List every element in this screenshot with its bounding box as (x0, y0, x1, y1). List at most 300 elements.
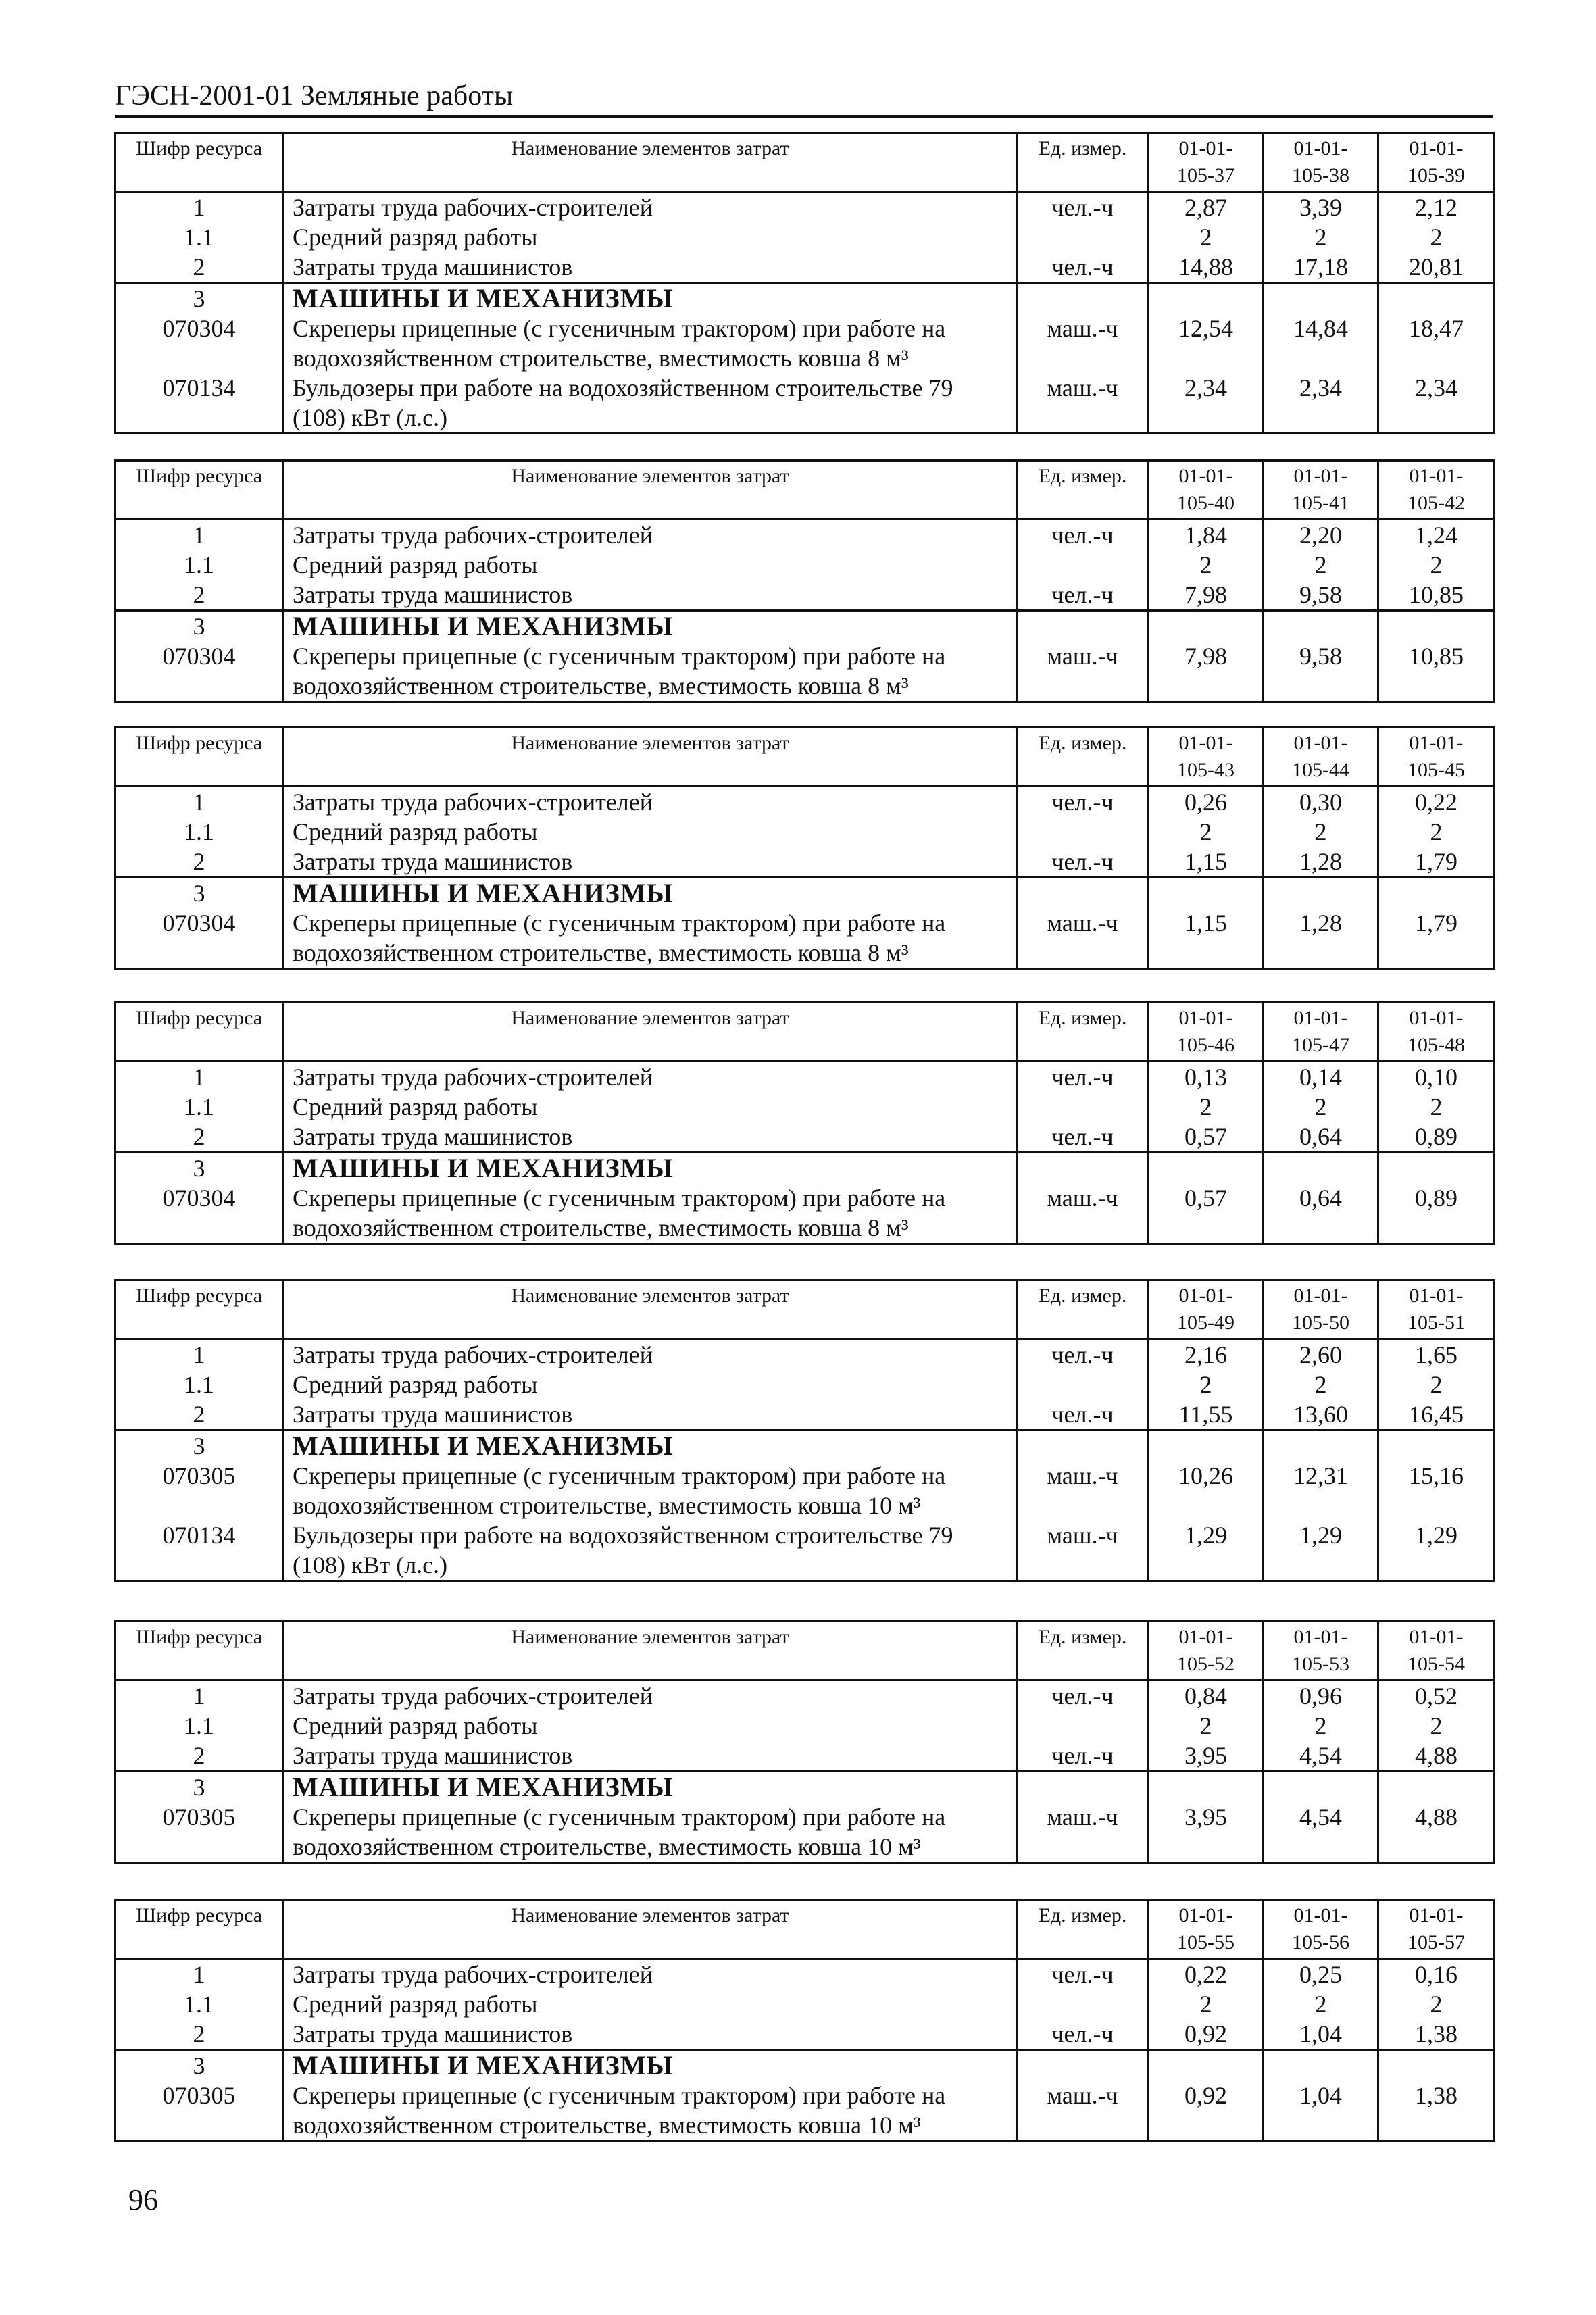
value-cell (1264, 611, 1378, 642)
header-norm-code (1378, 1900, 1495, 1959)
header-norm-code (1149, 1280, 1264, 1339)
cost-element-name: Затраты труда рабочих-строителей (284, 787, 1017, 818)
table-row (115, 1092, 1495, 1122)
header-resource-code: Шифр ресурса (115, 1280, 284, 1339)
header-cost-element-name: Наименование элементов затрат (284, 1900, 1017, 1959)
cost-element-name: Затраты труда рабочих-строителей (284, 1339, 1017, 1370)
value-cell: 0,25 (1264, 1959, 1378, 1990)
resource-code: 070304 (115, 908, 284, 969)
value-cell: 2 (1149, 1370, 1264, 1399)
section-row (115, 878, 1495, 909)
value-cell: 12,31 (1264, 1461, 1378, 1520)
section-row (115, 611, 1495, 642)
header-unit: Ед. измер. (1017, 1280, 1149, 1339)
unit-cell: чел.-ч (1017, 252, 1149, 283)
unit-cell: чел.-ч (1017, 1122, 1149, 1153)
section-title: МАШИНЫ И МЕХАНИЗМЫ (284, 1430, 1017, 1462)
value-cell: 2 (1264, 222, 1378, 252)
norm-code-part: 01-01- (1409, 465, 1464, 487)
unit-cell (1017, 1430, 1149, 1462)
section-row (115, 283, 1495, 314)
value-cell: 2 (1264, 817, 1378, 847)
section-title: МАШИНЫ И МЕХАНИЗМЫ (284, 283, 1017, 314)
unit-cell: маш.-ч (1017, 373, 1149, 434)
value-cell: 2 (1149, 817, 1264, 847)
resource-code: 1.1 (115, 1711, 284, 1741)
cost-element-name: Средний разряд работы (284, 222, 1017, 252)
value-cell: 2 (1264, 1711, 1378, 1741)
header-unit: Ед. измер. (1017, 133, 1149, 192)
cost-element-name: Средний разряд работы (284, 817, 1017, 847)
header-unit: Ед. измер. (1017, 1003, 1149, 1062)
header-norm-code (1149, 1622, 1264, 1681)
value-cell: 10,85 (1378, 580, 1495, 611)
norm-code-part: 105-49 (1177, 1312, 1235, 1334)
value-cell: 4,54 (1264, 1802, 1378, 1863)
header-resource-code: Шифр ресурса (115, 1622, 284, 1681)
unit-cell: маш.-ч (1017, 908, 1149, 969)
value-cell: 3,95 (1149, 1802, 1264, 1863)
norm-code-part: 01-01- (1293, 1904, 1348, 1926)
section-title: МАШИНЫ И МЕХАНИЗМЫ (284, 2050, 1017, 2081)
unit-cell: чел.-ч (1017, 1959, 1149, 1990)
unit-cell: чел.-ч (1017, 1399, 1149, 1430)
section-row (115, 1153, 1495, 1184)
value-cell: 4,88 (1378, 1802, 1495, 1863)
value-cell: 1,24 (1378, 520, 1495, 551)
table-row (115, 847, 1495, 878)
value-cell (1149, 611, 1264, 642)
norm-code-part: 105-51 (1407, 1312, 1465, 1334)
value-cell: 2 (1378, 817, 1495, 847)
cost-element-name: Затраты труда рабочих-строителей (284, 1681, 1017, 1712)
resource-code: 1 (115, 192, 284, 223)
value-cell: 0,64 (1264, 1183, 1378, 1244)
page-number: 96 (128, 2183, 158, 2216)
table-header-row (115, 1622, 1495, 1681)
unit-cell: маш.-ч (1017, 1461, 1149, 1520)
unit-cell (1017, 550, 1149, 580)
table-header-row (115, 1280, 1495, 1339)
value-cell: 0,92 (1149, 2081, 1264, 2141)
header-cost-element-name: Наименование элементов затрат (284, 133, 1017, 192)
norm-code-part: 105-45 (1407, 759, 1465, 781)
unit-cell: чел.-ч (1017, 1741, 1149, 1772)
header-unit: Ед. измер. (1017, 1622, 1149, 1681)
cost-element-name: Средний разряд работы (284, 1711, 1017, 1741)
table-row (115, 817, 1495, 847)
norm-table (114, 1279, 1493, 1582)
resource-code: 3 (115, 283, 284, 314)
norm-code-part: 01-01- (1178, 1007, 1233, 1029)
table-row (115, 1399, 1495, 1430)
resource-code: 070305 (115, 2081, 284, 2141)
unit-cell (1017, 1989, 1149, 2019)
unit-cell (1017, 222, 1149, 252)
resource-code: 3 (115, 1430, 284, 1462)
resource-code: 1 (115, 787, 284, 818)
cost-element-name: Затраты труда машинистов (284, 1399, 1017, 1430)
unit-cell: чел.-ч (1017, 787, 1149, 818)
value-cell (1264, 1153, 1378, 1184)
header-norm-code (1378, 1003, 1495, 1062)
cost-element-name: Скреперы прицепные (с гусеничным трактором) при работе на водохозяйственном строительстве, вместимость ковша 10 м³ (284, 1461, 1017, 1520)
cost-element-name: Затраты труда машинистов (284, 1741, 1017, 1772)
table-row (115, 1062, 1495, 1093)
resource-code: 2 (115, 1122, 284, 1153)
cost-element-name: Скреперы прицепные (с гусеничным трактором) при работе на водохозяйственном строительстве, вместимость ковша 8 м³ (284, 641, 1017, 702)
value-cell: 2,12 (1378, 192, 1495, 223)
value-cell: 0,26 (1149, 787, 1264, 818)
value-cell: 1,65 (1378, 1339, 1495, 1370)
value-cell: 2,60 (1264, 1339, 1378, 1370)
header-norm-code (1264, 461, 1378, 520)
resource-code: 070304 (115, 641, 284, 702)
header-unit: Ед. измер. (1017, 1900, 1149, 1959)
resource-code: 3 (115, 1153, 284, 1184)
value-cell: 2 (1264, 1370, 1378, 1399)
value-cell: 2 (1149, 1092, 1264, 1122)
norm-code-part: 01-01- (1409, 1007, 1464, 1029)
value-cell (1264, 1772, 1378, 1803)
value-cell: 9,58 (1264, 580, 1378, 611)
section-row (115, 1772, 1495, 1803)
table-row (115, 550, 1495, 580)
norm-code-part: 105-56 (1292, 1931, 1349, 1953)
value-cell: 0,10 (1378, 1062, 1495, 1093)
header-norm-code (1149, 133, 1264, 192)
value-cell: 2 (1149, 1989, 1264, 2019)
header-norm-code (1264, 1900, 1378, 1959)
value-cell: 0,16 (1378, 1959, 1495, 1990)
value-cell: 1,29 (1149, 1520, 1264, 1581)
resource-code: 070134 (115, 1520, 284, 1581)
table-row (115, 1741, 1495, 1772)
cost-table (114, 1899, 1495, 2142)
value-cell: 2 (1264, 1092, 1378, 1122)
value-cell (1378, 283, 1495, 314)
norm-table (114, 1001, 1493, 1245)
value-cell: 1,79 (1378, 908, 1495, 969)
unit-cell: маш.-ч (1017, 2081, 1149, 2141)
norm-code-part: 105-41 (1292, 492, 1349, 514)
resource-code: 1.1 (115, 1092, 284, 1122)
norm-code-part: 105-47 (1292, 1034, 1349, 1056)
section-title: МАШИНЫ И МЕХАНИЗМЫ (284, 1153, 1017, 1184)
header-norm-code (1149, 1900, 1264, 1959)
norm-code-part: 105-42 (1407, 492, 1465, 514)
norm-code-part: 01-01- (1409, 1904, 1464, 1926)
norm-table (114, 726, 1493, 970)
norm-code-part: 105-48 (1407, 1034, 1465, 1056)
value-cell (1264, 283, 1378, 314)
table-row (115, 1370, 1495, 1399)
resource-code: 1 (115, 1339, 284, 1370)
unit-cell (1017, 878, 1149, 909)
norm-code-part: 105-57 (1407, 1931, 1465, 1953)
cost-element-name: Средний разряд работы (284, 1092, 1017, 1122)
unit-cell: чел.-ч (1017, 1062, 1149, 1093)
resource-code: 3 (115, 611, 284, 642)
unit-cell: чел.-ч (1017, 1339, 1149, 1370)
value-cell (1149, 283, 1264, 314)
table-row (115, 580, 1495, 611)
norm-code-part: 105-55 (1177, 1931, 1235, 1953)
unit-cell (1017, 283, 1149, 314)
value-cell: 1,28 (1264, 908, 1378, 969)
norm-code-part: 105-53 (1292, 1653, 1349, 1675)
value-cell: 0,57 (1149, 1122, 1264, 1153)
value-cell: 10,85 (1378, 641, 1495, 702)
cost-element-name: Затраты труда машинистов (284, 847, 1017, 878)
unit-cell (1017, 1092, 1149, 1122)
value-cell (1149, 1153, 1264, 1184)
header-resource-code: Шифр ресурса (115, 133, 284, 192)
unit-cell: чел.-ч (1017, 1681, 1149, 1712)
table-row (115, 314, 1495, 373)
value-cell: 1,84 (1149, 520, 1264, 551)
table-row (115, 1339, 1495, 1370)
value-cell: 16,45 (1378, 1399, 1495, 1430)
table-header-row (115, 1900, 1495, 1959)
value-cell: 0,30 (1264, 787, 1378, 818)
norm-code-part: 105-50 (1292, 1312, 1349, 1334)
table-header-row (115, 728, 1495, 787)
value-cell: 2,34 (1149, 373, 1264, 434)
table-row (115, 787, 1495, 818)
value-cell: 0,89 (1378, 1183, 1495, 1244)
value-cell: 18,47 (1378, 314, 1495, 373)
resource-code: 2 (115, 2019, 284, 2050)
unit-cell: маш.-ч (1017, 1183, 1149, 1244)
header-resource-code: Шифр ресурса (115, 728, 284, 787)
table-header-row (115, 133, 1495, 192)
value-cell: 4,88 (1378, 1741, 1495, 1772)
header-resource-code: Шифр ресурса (115, 1003, 284, 1062)
norm-code-part: 105-39 (1407, 164, 1465, 186)
unit-cell (1017, 1153, 1149, 1184)
header-norm-code (1264, 1280, 1378, 1339)
header-norm-code (1264, 133, 1378, 192)
table-row (115, 1989, 1495, 2019)
norm-code-part: 105-37 (1177, 164, 1235, 186)
header-cost-element-name: Наименование элементов затрат (284, 1622, 1017, 1681)
value-cell: 1,29 (1378, 1520, 1495, 1581)
resource-code: 1 (115, 1681, 284, 1712)
value-cell (1264, 1430, 1378, 1462)
resource-code: 1 (115, 1959, 284, 1990)
norm-code-part: 01-01- (1178, 1285, 1233, 1307)
table-row (115, 908, 1495, 969)
page-header (115, 80, 1493, 118)
value-cell: 1,04 (1264, 2081, 1378, 2141)
value-cell: 2 (1149, 222, 1264, 252)
section-title: МАШИНЫ И МЕХАНИЗМЫ (284, 1772, 1017, 1803)
value-cell: 0,64 (1264, 1122, 1378, 1153)
unit-cell (1017, 1711, 1149, 1741)
value-cell: 1,79 (1378, 847, 1495, 878)
value-cell: 0,22 (1149, 1959, 1264, 1990)
value-cell: 7,98 (1149, 641, 1264, 702)
table-header-row (115, 461, 1495, 520)
table-row (115, 520, 1495, 551)
value-cell: 2,20 (1264, 520, 1378, 551)
norm-code-part: 105-54 (1407, 1653, 1465, 1675)
resource-code: 1.1 (115, 1989, 284, 2019)
cost-table (114, 459, 1495, 703)
norm-code-part: 01-01- (1293, 1626, 1348, 1648)
value-cell: 7,98 (1149, 580, 1264, 611)
resource-code: 2 (115, 252, 284, 283)
value-cell: 2 (1264, 550, 1378, 580)
table-header-row (115, 1003, 1495, 1062)
value-cell: 1,15 (1149, 908, 1264, 969)
resource-code: 2 (115, 580, 284, 611)
table-row (115, 1183, 1495, 1244)
norm-code-part: 01-01- (1409, 1626, 1464, 1648)
header-norm-code (1378, 1622, 1495, 1681)
table-row (115, 2081, 1495, 2141)
unit-cell: чел.-ч (1017, 520, 1149, 551)
value-cell (1149, 2050, 1264, 2081)
unit-cell (1017, 817, 1149, 847)
table-row (115, 1959, 1495, 1990)
value-cell (1378, 878, 1495, 909)
cost-table (114, 1279, 1495, 1582)
header-norm-code (1264, 1003, 1378, 1062)
cost-element-name: Средний разряд работы (284, 1370, 1017, 1399)
unit-cell: чел.-ч (1017, 192, 1149, 223)
unit-cell (1017, 1772, 1149, 1803)
value-cell: 0,57 (1149, 1183, 1264, 1244)
header-unit: Ед. измер. (1017, 461, 1149, 520)
table-row (115, 1461, 1495, 1520)
cost-element-name: Затраты труда машинистов (284, 252, 1017, 283)
resource-code: 070304 (115, 314, 284, 373)
table-row (115, 1520, 1495, 1581)
resource-code: 3 (115, 1772, 284, 1803)
norm-code-part: 01-01- (1178, 465, 1233, 487)
unit-cell: чел.-ч (1017, 847, 1149, 878)
unit-cell: чел.-ч (1017, 580, 1149, 611)
header-cost-element-name: Наименование элементов затрат (284, 461, 1017, 520)
value-cell: 2 (1149, 1711, 1264, 1741)
value-cell: 2 (1378, 222, 1495, 252)
value-cell: 3,39 (1264, 192, 1378, 223)
cost-element-name: Средний разряд работы (284, 1989, 1017, 2019)
value-cell: 17,18 (1264, 252, 1378, 283)
resource-code: 1.1 (115, 550, 284, 580)
table-row (115, 1122, 1495, 1153)
value-cell: 1,15 (1149, 847, 1264, 878)
value-cell: 2,34 (1378, 373, 1495, 434)
value-cell (1378, 1772, 1495, 1803)
cost-element-name: Бульдозеры при работе на водохозяйственном строительстве 79 (108) кВт (л.с.) (284, 373, 1017, 434)
value-cell: 4,54 (1264, 1741, 1378, 1772)
value-cell: 12,54 (1149, 314, 1264, 373)
header-norm-code (1378, 133, 1495, 192)
table-row (115, 1681, 1495, 1712)
cost-element-name: Скреперы прицепные (с гусеничным трактором) при работе на водохозяйственном строительстве, вместимость ковша 8 м³ (284, 1183, 1017, 1244)
value-cell: 2 (1264, 1989, 1378, 2019)
value-cell: 2 (1378, 1092, 1495, 1122)
value-cell: 2,16 (1149, 1339, 1264, 1370)
value-cell (1378, 2050, 1495, 2081)
header-cost-element-name: Наименование элементов затрат (284, 728, 1017, 787)
header-norm-code (1378, 1280, 1495, 1339)
value-cell: 2,34 (1264, 373, 1378, 434)
value-cell: 0,22 (1378, 787, 1495, 818)
table-row (115, 1711, 1495, 1741)
value-cell (1378, 1430, 1495, 1462)
norm-code-part: 105-44 (1292, 759, 1349, 781)
value-cell: 20,81 (1378, 252, 1495, 283)
resource-code: 070305 (115, 1802, 284, 1863)
unit-cell: чел.-ч (1017, 2019, 1149, 2050)
cost-element-name: Затраты труда рабочих-строителей (284, 520, 1017, 551)
resource-code: 070305 (115, 1461, 284, 1520)
value-cell: 2 (1378, 1989, 1495, 2019)
norm-code-part: 105-52 (1177, 1653, 1235, 1675)
norm-table (114, 459, 1493, 703)
value-cell: 0,96 (1264, 1681, 1378, 1712)
table-row (115, 373, 1495, 434)
resource-code: 1 (115, 1062, 284, 1093)
resource-code: 1.1 (115, 1370, 284, 1399)
header-norm-code (1149, 461, 1264, 520)
value-cell: 0,84 (1149, 1681, 1264, 1712)
norm-code-part: 01-01- (1178, 137, 1233, 159)
resource-code: 2 (115, 847, 284, 878)
unit-cell: маш.-ч (1017, 1802, 1149, 1863)
norm-code-part: 01-01- (1293, 732, 1348, 754)
resource-code: 1.1 (115, 222, 284, 252)
value-cell: 2 (1378, 1370, 1495, 1399)
section-row (115, 2050, 1495, 2081)
value-cell: 1,28 (1264, 847, 1378, 878)
value-cell (1149, 1772, 1264, 1803)
cost-table (114, 1620, 1495, 1864)
table-row (115, 192, 1495, 223)
value-cell: 0,89 (1378, 1122, 1495, 1153)
cost-element-name: Затраты труда рабочих-строителей (284, 1959, 1017, 1990)
norm-code-part: 01-01- (1409, 1285, 1464, 1307)
value-cell: 0,52 (1378, 1681, 1495, 1712)
resource-code: 3 (115, 878, 284, 909)
value-cell (1264, 2050, 1378, 2081)
value-cell: 1,38 (1378, 2081, 1495, 2141)
header-norm-code (1149, 728, 1264, 787)
value-cell (1149, 1430, 1264, 1462)
cost-element-name: Затраты труда рабочих-строителей (284, 192, 1017, 223)
norm-code-part: 01-01- (1409, 732, 1464, 754)
norm-code-part: 01-01- (1293, 1007, 1348, 1029)
unit-cell: маш.-ч (1017, 314, 1149, 373)
norm-code-part: 105-40 (1177, 492, 1235, 514)
header-norm-code (1378, 461, 1495, 520)
value-cell: 2 (1149, 550, 1264, 580)
norm-code-part: 01-01- (1293, 137, 1348, 159)
value-cell: 9,58 (1264, 641, 1378, 702)
section-title: МАШИНЫ И МЕХАНИЗМЫ (284, 878, 1017, 909)
table-row (115, 641, 1495, 702)
unit-cell (1017, 2050, 1149, 2081)
cost-element-name: Затраты труда машинистов (284, 1122, 1017, 1153)
norm-code-part: 105-43 (1177, 759, 1235, 781)
document-title: ГЭСН-2001-01 Земляные работы (115, 80, 514, 111)
table-row (115, 252, 1495, 283)
resource-code: 1 (115, 520, 284, 551)
